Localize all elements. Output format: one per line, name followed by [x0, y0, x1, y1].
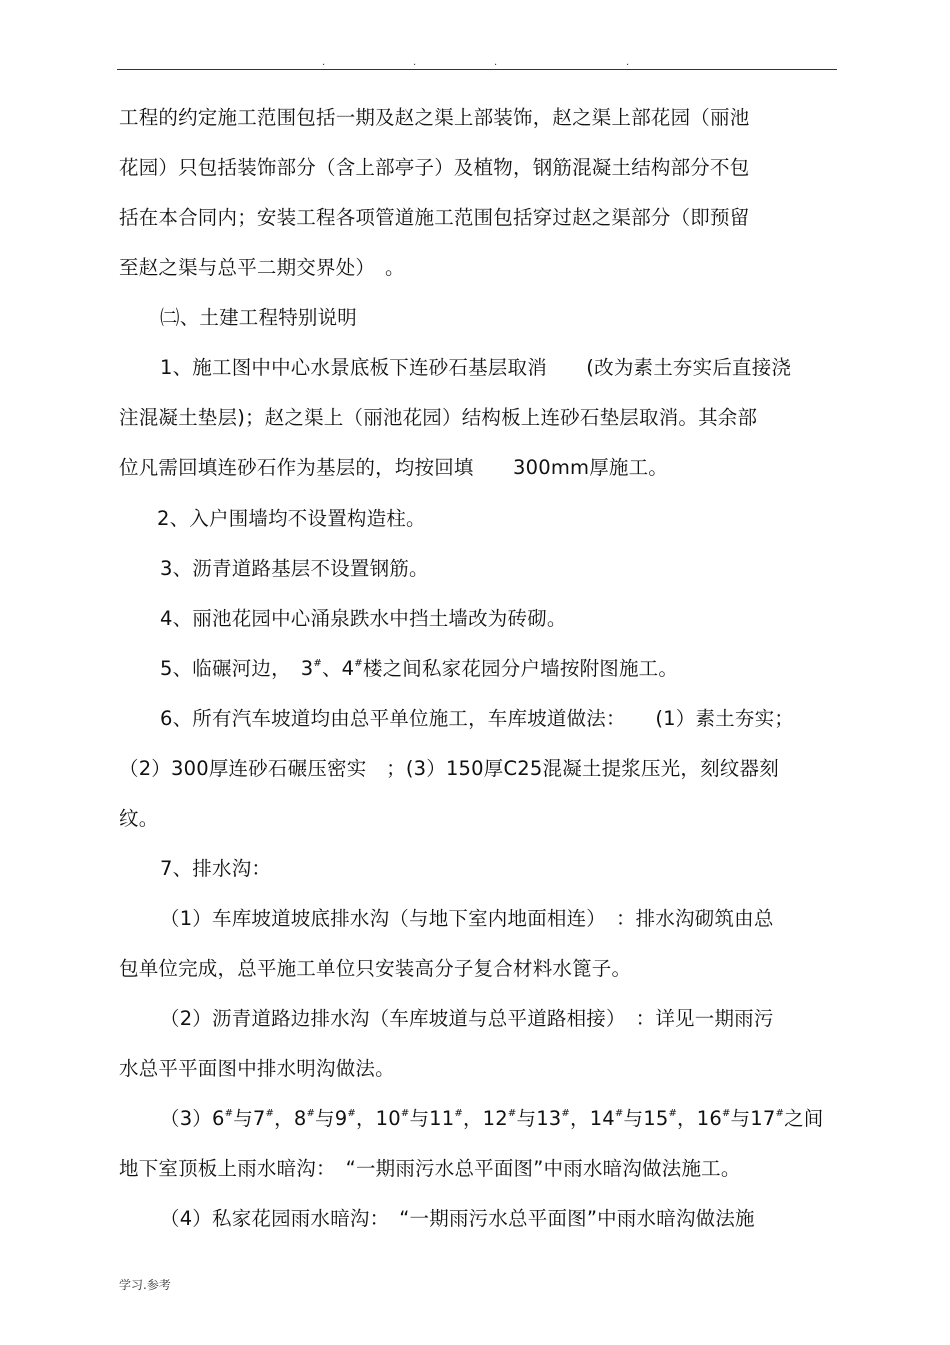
body-line: 1、施工图中中心水景底板下连砂石基层取消 (改为素土夯实后直接浇: [160, 356, 792, 379]
sub-item: （4）私家花园雨水暗沟： “一期雨污水总平面图”中雨水暗沟做法施: [160, 1207, 755, 1230]
superscript: #: [614, 1108, 624, 1119]
building-number: 10: [375, 1107, 401, 1130]
joiner: ，: [462, 1107, 483, 1130]
joiner: 与: [730, 1107, 751, 1130]
list-item: 2、入户围墙均不设置构造柱。: [157, 507, 426, 530]
superscript: #: [668, 1108, 678, 1119]
section-heading: ㈡、土建工程特别说明: [160, 306, 358, 329]
superscript: #: [721, 1108, 731, 1119]
joiner: 与: [516, 1107, 537, 1130]
joiner: 与: [315, 1107, 335, 1130]
building-number: 14: [589, 1107, 615, 1130]
superscript: #: [313, 658, 322, 669]
body-line: 花园）只包括装饰部分（含上部亭子）及植物，钢筋混凝土结构部分不包: [119, 156, 750, 179]
superscript: #: [265, 1108, 275, 1119]
superscript: #: [561, 1108, 570, 1119]
sub-item: [160, 1106, 823, 1132]
building-number: 7: [252, 1107, 266, 1130]
superscript: #: [224, 1108, 234, 1119]
superscript: #: [347, 1108, 356, 1119]
list-item: [160, 656, 678, 682]
joiner: ，: [355, 1107, 376, 1130]
building-number: 16: [696, 1107, 722, 1130]
superscript: #: [454, 1108, 463, 1119]
text-run: 5、临碾河边， 3: [160, 657, 314, 680]
text-run: 、4: [321, 657, 355, 680]
page-footer: 学习.参考: [119, 1278, 171, 1292]
building-number: 12: [482, 1107, 508, 1130]
body-line: 纹。: [119, 807, 159, 830]
list-item: 7、排水沟：: [160, 857, 272, 880]
list-item: 3、沥青道路基层不设置钢筋。: [160, 557, 429, 580]
joiner: 与: [233, 1107, 253, 1130]
header-dot: .: [626, 57, 630, 68]
body-line: 至赵之渠与总平二期交界处） 。: [119, 256, 405, 279]
body-line: 位凡需回填连砂石作为基层的，均按回填 300mm厚施工。: [119, 456, 669, 479]
list-item: 6、所有汽车坡道均由总平单位施工，车库坡道做法： (1）素土夯实；: [160, 707, 794, 730]
joiner: 与: [409, 1107, 430, 1130]
text-run: 之间: [784, 1107, 824, 1130]
body-line: 工程的约定施工范围包括一期及赵之渠上部装饰，赵之渠上部花园（丽池: [119, 106, 750, 129]
body-line: （2）300厚连砂石碾压密实 ；(3）150厚C25混凝土提浆压光，刻纹器刻: [119, 757, 779, 780]
sub-item: （1）车库坡道坡底排水沟（与地下室内地面相连） ：排水沟砌筑由总: [160, 907, 774, 930]
body-line: 包单位完成，总平施工单位只安装高分子复合材料水篦子。: [119, 957, 632, 980]
sub-item: （2）沥青道路边排水沟（车库坡道与总平道路相接） ：详见一期雨污: [160, 1007, 774, 1030]
superscript: #: [775, 1108, 785, 1119]
building-number: 17: [750, 1107, 776, 1130]
superscript: #: [306, 1108, 316, 1119]
building-number: 13: [536, 1107, 562, 1130]
header-rule: [117, 69, 837, 70]
joiner: ，: [570, 1107, 590, 1130]
superscript: #: [400, 1108, 410, 1119]
header-dot: .: [494, 57, 498, 68]
superscript: #: [354, 658, 363, 669]
joiner: ，: [677, 1107, 697, 1130]
building-number: 9: [334, 1107, 348, 1130]
header-dot: .: [322, 57, 326, 68]
building-number: 6: [212, 1107, 225, 1130]
body-line: 水总平平面图中排水明沟做法。: [119, 1057, 395, 1080]
body-line: 括在本合同内；安装工程各项管道施工范围包括穿过赵之渠部分（即预留: [119, 206, 750, 229]
building-number: 8: [293, 1107, 307, 1130]
body-line: 地下室顶板上雨水暗沟： “一期雨污水总平面图”中雨水暗沟做法施工。: [119, 1157, 741, 1180]
text-run: （3）: [160, 1107, 213, 1130]
building-pairs: [212, 1107, 784, 1130]
body-line: 注混凝土垫层)；赵之渠上（丽池花园）结构板上连砂石垫层取消。其余部: [119, 406, 758, 429]
text-run: 楼之间私家花园分户墙按附图施工。: [362, 657, 679, 680]
list-item: 4、丽池花园中心涌泉跌水中挡土墙改为砖砌。: [160, 607, 567, 630]
building-number: 11: [429, 1107, 455, 1130]
joiner: 与: [623, 1107, 644, 1130]
building-number: 15: [643, 1107, 669, 1130]
superscript: #: [507, 1108, 517, 1119]
header-dot: .: [413, 57, 417, 68]
joiner: ，: [274, 1107, 294, 1130]
